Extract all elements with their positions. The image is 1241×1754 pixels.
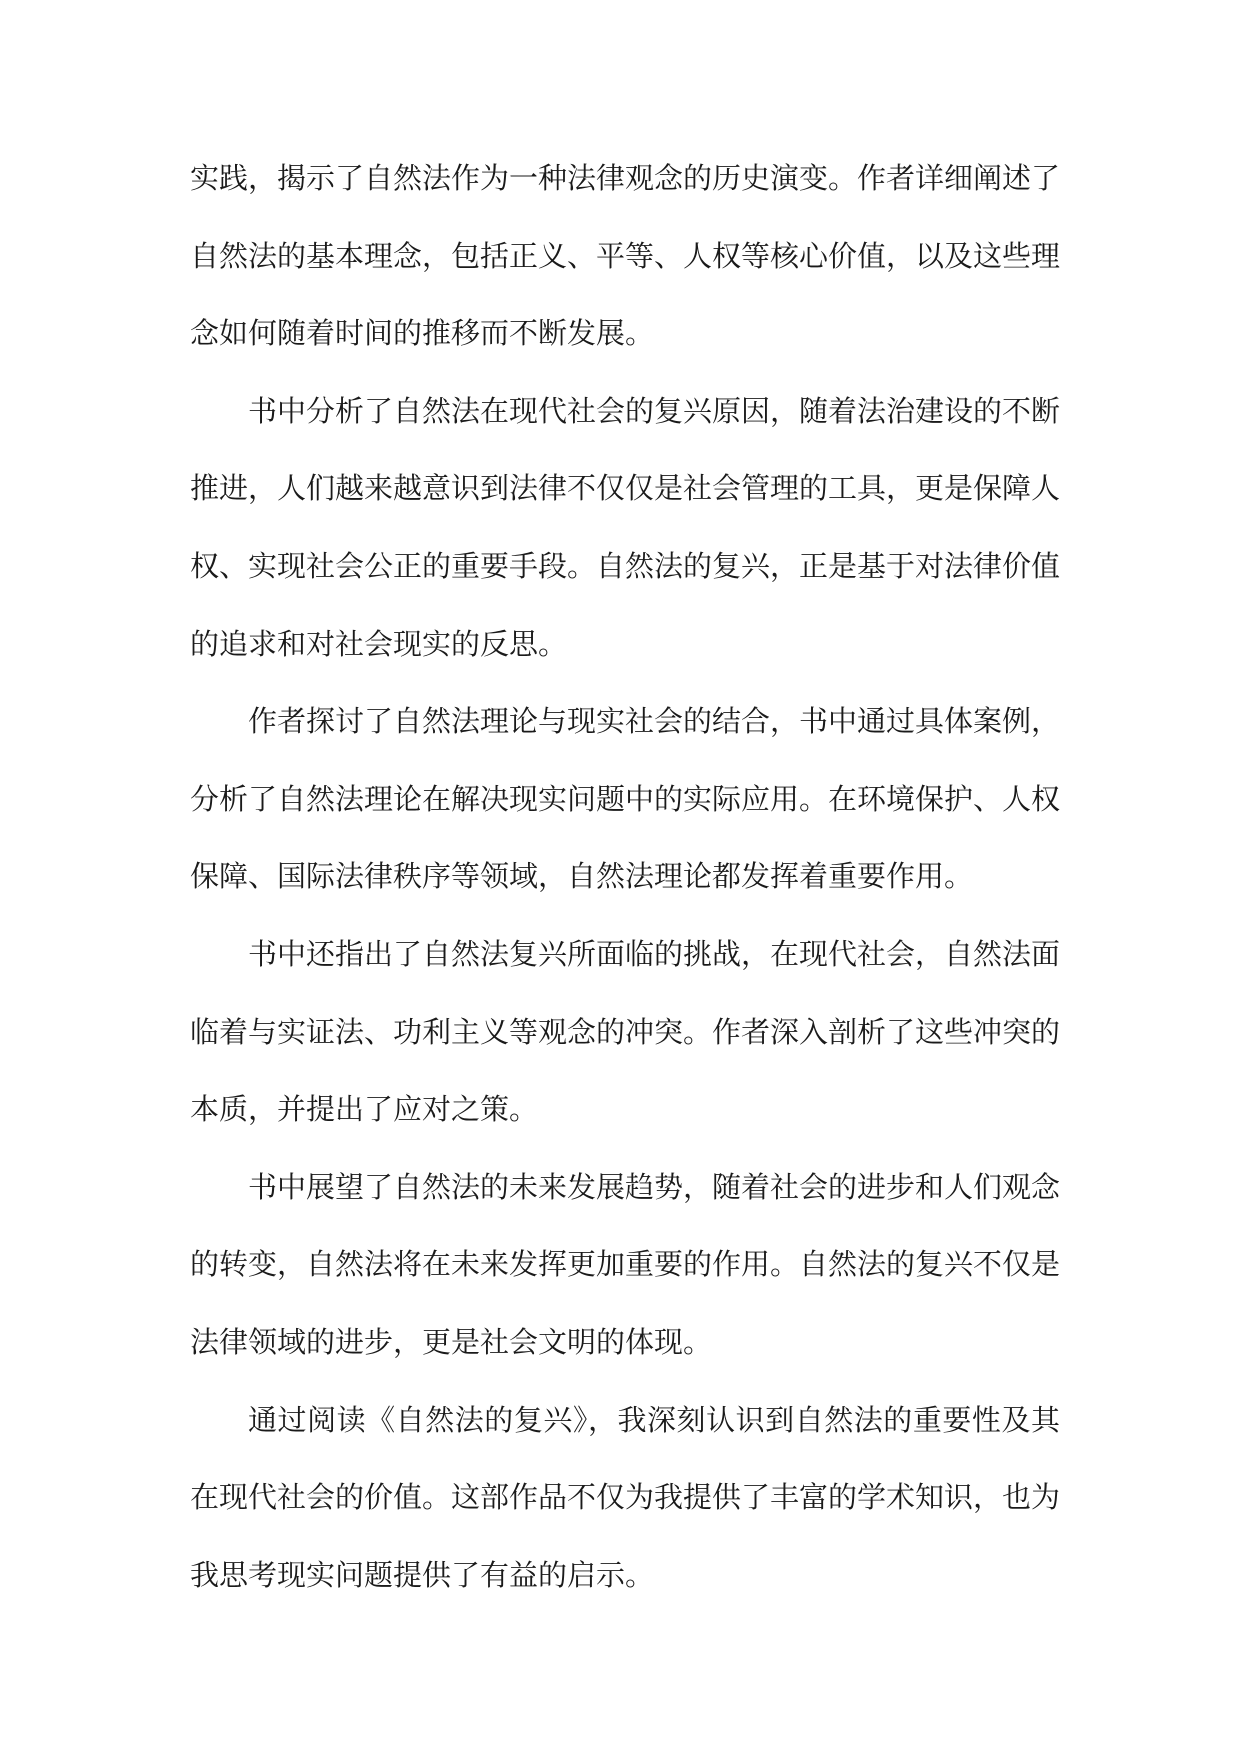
paragraph-line: 通过阅读《自然法的复兴》，我深刻认识到自然法的重要性及其: [248, 1402, 1060, 1437]
paragraph-line: 本质，并提出了应对之策。: [190, 1092, 539, 1127]
paragraph-line: 临着与实证法、功利主义等观念的冲突。作者深入剖析了这些冲突的: [190, 1014, 1061, 1049]
paragraph-line: 自然法的基本理念，包括正义、平等、人权等核心价值，以及这些理: [190, 238, 1061, 273]
paragraph-3: [190, 683, 1060, 916]
paragraph-line: 保障、国际法律秩序等领域，自然法理论都发挥着重要作用。: [190, 859, 974, 894]
paragraph-line: 分析了自然法理论在解决现实问题中的实际应用。在环境保护、人权: [190, 781, 1061, 816]
paragraph-line: 书中展望了自然法的未来发展趋势，随着社会的进步和人们观念: [248, 1169, 1061, 1204]
paragraph-line: 作者探讨了自然法理论与现实社会的结合，书中通过具体案例，: [248, 704, 1061, 739]
paragraph-line: 在现代社会的价值。这部作品不仅为我提供了丰富的学术知识，也为: [190, 1480, 1061, 1515]
paragraph-line: 的转变，自然法将在未来发挥更加重要的作用。自然法的复兴不仅是: [190, 1247, 1061, 1282]
paragraph-5: [190, 1149, 1060, 1382]
paragraph-4: [190, 916, 1060, 1149]
paragraph-line: 的追求和对社会现实的反思。: [190, 626, 568, 661]
paragraph-line: 权、实现社会公正的重要手段。自然法的复兴，正是基于对法律价值: [190, 548, 1061, 583]
paragraph-2: [190, 373, 1060, 683]
paragraph-line: 法律领域的进步，更是社会文明的体现。: [190, 1324, 713, 1359]
paragraph-line: 念如何随着时间的推移而不断发展。: [190, 316, 655, 351]
paragraph-line: 我思考现实问题提供了有益的启示。: [190, 1557, 655, 1592]
paragraph-line: 实践，揭示了自然法作为一种法律观念的历史演变。作者详细阐述了: [190, 161, 1061, 195]
document-body: [190, 140, 1060, 1614]
paragraph-line: 推进，人们越来越意识到法律不仅仅是社会管理的工具，更是保障人: [190, 471, 1061, 506]
paragraph-line: 书中还指出了自然法复兴所面临的挑战，在现代社会，自然法面: [248, 936, 1061, 971]
paragraph-line: 书中分析了自然法在现代社会的复兴原因，随着法治建设的不断: [248, 393, 1061, 428]
paragraph-6: [190, 1382, 1060, 1615]
paragraph-1: [190, 140, 1060, 373]
